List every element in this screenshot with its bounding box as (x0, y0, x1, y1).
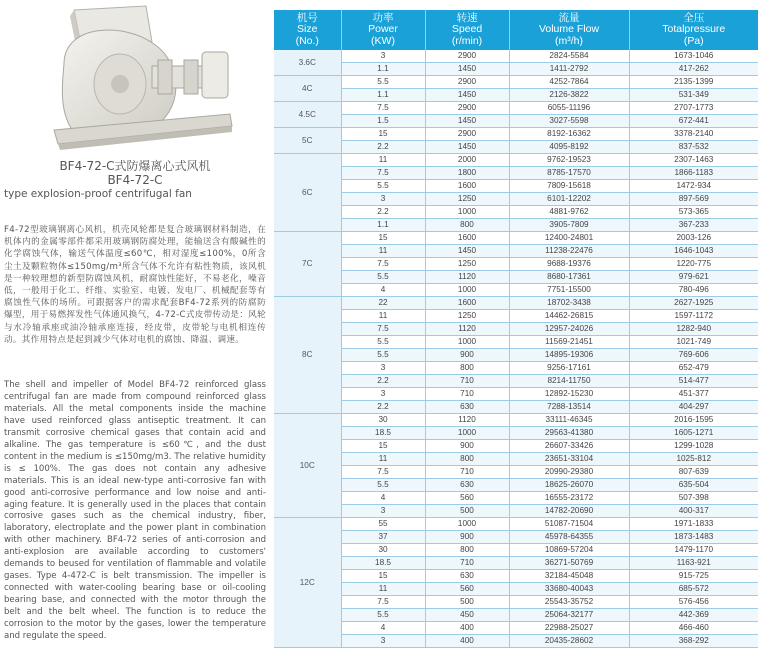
table-row (274, 466, 758, 479)
column-header-zh: 转速 (456, 11, 478, 24)
table-row (274, 271, 758, 284)
pressure-cell: 531-349 (629, 89, 758, 102)
table-row (274, 414, 758, 427)
column-header-unit: (m³/h) (555, 34, 583, 47)
power-cell: 15 (341, 128, 425, 141)
speed-cell: 1450 (425, 245, 509, 258)
speed-cell: 500 (425, 505, 509, 518)
pressure-cell: 915-725 (629, 570, 758, 583)
flow-cell: 6055-11196 (509, 102, 629, 115)
power-cell: 1.1 (341, 63, 425, 76)
power-cell: 7.5 (341, 323, 425, 336)
table-row (274, 427, 758, 440)
power-cell: 3 (341, 50, 425, 63)
pressure-cell: 3378-2140 (629, 128, 758, 141)
column-header-0 (274, 10, 341, 50)
description-english: The shell and impeller of Model BF4-72 reinforced glass centrifugal fan are made from compound reinforced glass materials. All the metal components inside the machine have used reinforced glass antiseptic treatment. It can transmit corrosive chemical gases that contain acid and alkaline. The gas temperature is ≤60℃, and the dust content in the medium is ≤150mg/m3. The relative humidity is ≤ 100%. The gas does not contain any adhesive materials. This is an ideal new-type anti-corrosive fan with good anti-corrosive performance and low noise and anti-aging feature. It is generally used in the places that contain corrosive gases such as the chemical industry, fiber, laboratory, electroplate and the power plant in combination with other machinery. BF4-72 series of anti-corrosion and anti-explosion are available according to customers' demands to beused for ventilation of flammable and volatile gases. Type 4-472-C is belt transmission. The impeller is connected with water-cooling bearing base or oil-cooling bearing base, and connected with the motor through the belt and the belt wheel. The function is to reduce the corrosion to the motor by the gases, lower the temperature and regulate the speed. (4, 380, 266, 642)
flow-cell: 20990-29380 (509, 466, 629, 479)
caption-english: type explosion-proof centrifugal fan (4, 188, 192, 200)
speed-cell: 800 (425, 362, 509, 375)
power-cell: 2.2 (341, 141, 425, 154)
power-cell: 2.2 (341, 375, 425, 388)
flow-cell: 10869-57204 (509, 544, 629, 557)
table-row (274, 492, 758, 505)
size-cell: 8C (274, 297, 341, 414)
power-cell: 30 (341, 544, 425, 557)
power-cell: 15 (341, 570, 425, 583)
pressure-cell: 2135-1399 (629, 76, 758, 89)
table-row (274, 206, 758, 219)
flow-cell: 7751-15500 (509, 284, 629, 297)
table-row (274, 375, 758, 388)
power-cell: 7.5 (341, 167, 425, 180)
table-row (274, 115, 758, 128)
pressure-cell: 780-496 (629, 284, 758, 297)
flow-cell: 1411-2792 (509, 63, 629, 76)
table-row (274, 349, 758, 362)
speed-cell: 1000 (425, 518, 509, 531)
power-cell: 5.5 (341, 479, 425, 492)
column-header-1 (341, 10, 425, 50)
speed-cell: 1250 (425, 258, 509, 271)
power-cell: 15 (341, 440, 425, 453)
description-chinese: F4-72型玻璃钢离心风机，机壳风轮都是复合玻璃钢材料制造，在机体内的金属零部件都采用玻璃钢防腐处理，能输送含有酸碱性的化学腐蚀气体，输送气体温度≤60℃，相对湿度≤100%，0所含尘土及颗粒物体≤150mg/m³所含气体不允许有粘性物质，该风机是一种较理想的新型防腐蚀风机，耐腐蚀性能好，不易老化，噪音低，一般用于化工、纤维、实验室、电镀、发电厂、机械配套等有腐蚀性气体的场所。可跟据客户的需求配套BF4-72系列的防腐防爆型，用于易燃挥发性气体通风换气，4-72-C式皮带传动是：风轮与水冷轴承座或油冷轴承座连接，经皮带，皮带轮与电机相连传动。其作用特点是起到减少气体对电机的腐蚀、降温、调速。 (4, 225, 266, 345)
table-row (274, 193, 758, 206)
power-cell: 3 (341, 388, 425, 401)
power-cell: 5.5 (341, 349, 425, 362)
table-row (274, 518, 758, 531)
caption-chinese: BF4-72-C式防爆离心式风机 (59, 159, 211, 173)
pressure-cell: 466-460 (629, 622, 758, 635)
power-cell: 7.5 (341, 596, 425, 609)
size-cell: 4C (274, 76, 341, 102)
power-cell: 5.5 (341, 609, 425, 622)
pressure-cell: 451-377 (629, 388, 758, 401)
power-cell: 4 (341, 622, 425, 635)
spec-table (274, 10, 758, 648)
pressure-cell: 2003-126 (629, 232, 758, 245)
power-cell: 18.5 (341, 427, 425, 440)
speed-cell: 2900 (425, 128, 509, 141)
table-row (274, 232, 758, 245)
pressure-cell: 2016-1595 (629, 414, 758, 427)
power-cell: 11 (341, 154, 425, 167)
column-header-unit: (Pa) (683, 34, 704, 47)
speed-cell: 630 (425, 401, 509, 414)
column-header-4 (629, 10, 758, 50)
table-row (274, 505, 758, 518)
pressure-cell: 1163-921 (629, 557, 758, 570)
column-header-unit: (KW) (371, 34, 395, 47)
table-row (274, 583, 758, 596)
size-cell: 10C (274, 414, 341, 518)
speed-cell: 1000 (425, 284, 509, 297)
table-row (274, 635, 758, 648)
flow-cell: 8785-17570 (509, 167, 629, 180)
table-row (274, 336, 758, 349)
speed-cell: 1250 (425, 193, 509, 206)
pressure-cell: 979-621 (629, 271, 758, 284)
speed-cell: 1600 (425, 297, 509, 310)
speed-cell: 1600 (425, 232, 509, 245)
size-cell: 4.5C (274, 102, 341, 128)
speed-cell: 500 (425, 596, 509, 609)
speed-cell: 1800 (425, 167, 509, 180)
table-row (274, 50, 758, 63)
speed-cell: 800 (425, 219, 509, 232)
speed-cell: 710 (425, 375, 509, 388)
table-row (274, 258, 758, 271)
flow-cell: 8214-11750 (509, 375, 629, 388)
pressure-cell: 769-606 (629, 349, 758, 362)
flow-cell: 11238-22476 (509, 245, 629, 258)
column-header-zh: 全压 (683, 11, 705, 24)
power-cell: 4 (341, 284, 425, 297)
flow-cell: 9688-19376 (509, 258, 629, 271)
pressure-cell: 635-504 (629, 479, 758, 492)
flow-cell: 32184-45048 (509, 570, 629, 583)
flow-cell: 12892-15230 (509, 388, 629, 401)
power-cell: 11 (341, 245, 425, 258)
table-row (274, 128, 758, 141)
speed-cell: 1450 (425, 141, 509, 154)
flow-cell: 12957-24026 (509, 323, 629, 336)
table-row (274, 531, 758, 544)
pressure-cell: 1472-934 (629, 180, 758, 193)
speed-cell: 1000 (425, 336, 509, 349)
power-cell: 11 (341, 310, 425, 323)
power-cell: 7.5 (341, 102, 425, 115)
pressure-cell: 2627-1925 (629, 297, 758, 310)
table-row (274, 557, 758, 570)
power-cell: 22 (341, 297, 425, 310)
pressure-cell: 367-233 (629, 219, 758, 232)
power-cell: 5.5 (341, 180, 425, 193)
table-row (274, 622, 758, 635)
flow-cell: 18702-3438 (509, 297, 629, 310)
speed-cell: 630 (425, 570, 509, 583)
power-cell: 2.2 (341, 401, 425, 414)
power-cell: 5.5 (341, 336, 425, 349)
column-header-en: Volume Flow (538, 23, 600, 36)
pressure-cell: 1971-1833 (629, 518, 758, 531)
flow-cell: 4095-8192 (509, 141, 629, 154)
speed-cell: 1450 (425, 63, 509, 76)
power-cell: 3 (341, 505, 425, 518)
power-cell: 5.5 (341, 76, 425, 89)
flow-cell: 9256-17161 (509, 362, 629, 375)
power-cell: 11 (341, 453, 425, 466)
speed-cell: 2000 (425, 154, 509, 167)
pressure-cell: 1605-1271 (629, 427, 758, 440)
power-cell: 1.1 (341, 89, 425, 102)
caption-model: BF4-72-C (107, 173, 163, 187)
pressure-cell: 514-477 (629, 375, 758, 388)
table-row (274, 323, 758, 336)
table-row (274, 219, 758, 232)
flow-cell: 11569-21451 (509, 336, 629, 349)
table-row (274, 401, 758, 414)
speed-cell: 900 (425, 349, 509, 362)
column-header-2 (425, 10, 509, 50)
table-row (274, 167, 758, 180)
flow-cell: 9762-19523 (509, 154, 629, 167)
speed-cell: 900 (425, 440, 509, 453)
pressure-cell: 897-569 (629, 193, 758, 206)
fan-product-photo (34, 4, 234, 154)
pressure-cell: 2707-1773 (629, 102, 758, 115)
size-cell: 6C (274, 154, 341, 232)
flow-cell: 8680-17361 (509, 271, 629, 284)
column-header-zh: 功率 (372, 11, 394, 24)
flow-cell: 16555-23172 (509, 492, 629, 505)
column-header-unit: (r/min) (451, 34, 483, 47)
power-cell: 5.5 (341, 271, 425, 284)
flow-cell: 2824-5584 (509, 50, 629, 63)
power-cell: 2.2 (341, 206, 425, 219)
speed-cell: 1600 (425, 180, 509, 193)
power-cell: 15 (341, 232, 425, 245)
column-header-en: Power (368, 23, 398, 36)
flow-cell: 14462-26815 (509, 310, 629, 323)
pressure-cell: 1025-812 (629, 453, 758, 466)
pressure-cell: 1479-1170 (629, 544, 758, 557)
speed-cell: 2900 (425, 76, 509, 89)
table-row (274, 310, 758, 323)
pressure-cell: 672-441 (629, 115, 758, 128)
size-cell: 3.6C (274, 50, 341, 76)
pressure-cell: 400-317 (629, 505, 758, 518)
table-row (274, 141, 758, 154)
column-header-zh: 机号 (296, 11, 318, 24)
speed-cell: 1450 (425, 89, 509, 102)
power-cell: 18.5 (341, 557, 425, 570)
speed-cell: 560 (425, 583, 509, 596)
table-row (274, 609, 758, 622)
flow-cell: 33680-40043 (509, 583, 629, 596)
speed-cell: 710 (425, 557, 509, 570)
flow-cell: 6101-12202 (509, 193, 629, 206)
pressure-cell: 837-532 (629, 141, 758, 154)
pressure-cell: 442-369 (629, 609, 758, 622)
power-cell: 30 (341, 414, 425, 427)
speed-cell: 900 (425, 531, 509, 544)
speed-cell: 1120 (425, 323, 509, 336)
pressure-cell: 2307-1463 (629, 154, 758, 167)
flow-cell: 18625-26070 (509, 479, 629, 492)
pressure-cell: 652-479 (629, 362, 758, 375)
speed-cell: 400 (425, 635, 509, 648)
pressure-cell: 368-292 (629, 635, 758, 648)
table-row (274, 102, 758, 115)
flow-cell: 26607-33426 (509, 440, 629, 453)
flow-cell: 25064-32177 (509, 609, 629, 622)
speed-cell: 2900 (425, 102, 509, 115)
flow-cell: 51087-71504 (509, 518, 629, 531)
pressure-cell: 417-262 (629, 63, 758, 76)
pressure-cell: 404-297 (629, 401, 758, 414)
power-cell: 3 (341, 362, 425, 375)
speed-cell: 400 (425, 622, 509, 635)
speed-cell: 450 (425, 609, 509, 622)
power-cell: 3 (341, 193, 425, 206)
speed-cell: 800 (425, 453, 509, 466)
table-row (274, 63, 758, 76)
table-row (274, 284, 758, 297)
size-cell: 5C (274, 128, 341, 154)
pressure-cell: 1873-1483 (629, 531, 758, 544)
flow-cell: 3027-5598 (509, 115, 629, 128)
flow-cell: 36271-50769 (509, 557, 629, 570)
pressure-cell: 573-365 (629, 206, 758, 219)
flow-cell: 20435-28602 (509, 635, 629, 648)
flow-cell: 7288-13514 (509, 401, 629, 414)
pressure-cell: 1299-1028 (629, 440, 758, 453)
column-header-zh: 流量 (558, 11, 580, 24)
flow-cell: 45978-64355 (509, 531, 629, 544)
pressure-cell: 1866-1183 (629, 167, 758, 180)
pressure-cell: 1021-749 (629, 336, 758, 349)
speed-cell: 1250 (425, 310, 509, 323)
table-row (274, 570, 758, 583)
speed-cell: 1000 (425, 427, 509, 440)
table-header-row (274, 10, 758, 50)
flow-cell: 23651-33104 (509, 453, 629, 466)
column-header-en: Speed (451, 23, 483, 36)
flow-cell: 8192-16362 (509, 128, 629, 141)
speed-cell: 1450 (425, 115, 509, 128)
pressure-cell: 1220-775 (629, 258, 758, 271)
table-row (274, 180, 758, 193)
flow-cell: 7809-15618 (509, 180, 629, 193)
table-row (274, 154, 758, 167)
pressure-cell: 1282-940 (629, 323, 758, 336)
table-row (274, 596, 758, 609)
pressure-cell: 1673-1046 (629, 50, 758, 63)
table-row (274, 297, 758, 310)
flow-cell: 3905-7809 (509, 219, 629, 232)
pressure-cell: 507-398 (629, 492, 758, 505)
size-cell: 7C (274, 232, 341, 297)
table-row (274, 388, 758, 401)
column-header-en: Totalpressure (662, 23, 726, 36)
speed-cell: 2900 (425, 50, 509, 63)
left-column (4, 4, 266, 656)
power-cell: 11 (341, 583, 425, 596)
flow-cell: 22988-25027 (509, 622, 629, 635)
power-cell: 3 (341, 635, 425, 648)
table-row (274, 479, 758, 492)
table-row (274, 440, 758, 453)
flow-cell: 33111-46345 (509, 414, 629, 427)
table-row (274, 245, 758, 258)
power-cell: 7.5 (341, 466, 425, 479)
speed-cell: 560 (425, 492, 509, 505)
table-row (274, 362, 758, 375)
product-caption (4, 159, 266, 201)
flow-cell: 29563-41380 (509, 427, 629, 440)
flow-cell: 12400-24801 (509, 232, 629, 245)
pressure-cell: 1597-1172 (629, 310, 758, 323)
power-cell: 37 (341, 531, 425, 544)
speed-cell: 800 (425, 544, 509, 557)
power-cell: 1.5 (341, 115, 425, 128)
flow-cell: 4252-7864 (509, 76, 629, 89)
size-cell: 12C (274, 518, 341, 648)
power-cell: 7.5 (341, 258, 425, 271)
speed-cell: 1000 (425, 206, 509, 219)
table-row (274, 544, 758, 557)
column-header-en: Size (297, 23, 318, 36)
pressure-cell: 685-572 (629, 583, 758, 596)
flow-cell: 4881-9762 (509, 206, 629, 219)
table-row (274, 89, 758, 102)
speed-cell: 1120 (425, 414, 509, 427)
flow-cell: 14895-19306 (509, 349, 629, 362)
pressure-cell: 807-639 (629, 466, 758, 479)
table-row (274, 453, 758, 466)
speed-cell: 1120 (425, 271, 509, 284)
speed-cell: 710 (425, 466, 509, 479)
speed-cell: 710 (425, 388, 509, 401)
flow-cell: 2126-3822 (509, 89, 629, 102)
flow-cell: 14782-20690 (509, 505, 629, 518)
pressure-cell: 576-456 (629, 596, 758, 609)
power-cell: 1.1 (341, 219, 425, 232)
power-cell: 55 (341, 518, 425, 531)
table-row (274, 76, 758, 89)
column-header-unit: (No.) (295, 34, 319, 47)
pressure-cell: 1646-1043 (629, 245, 758, 258)
flow-cell: 25543-35752 (509, 596, 629, 609)
table-body (274, 50, 758, 648)
column-header-3 (509, 10, 629, 50)
speed-cell: 630 (425, 479, 509, 492)
power-cell: 4 (341, 492, 425, 505)
